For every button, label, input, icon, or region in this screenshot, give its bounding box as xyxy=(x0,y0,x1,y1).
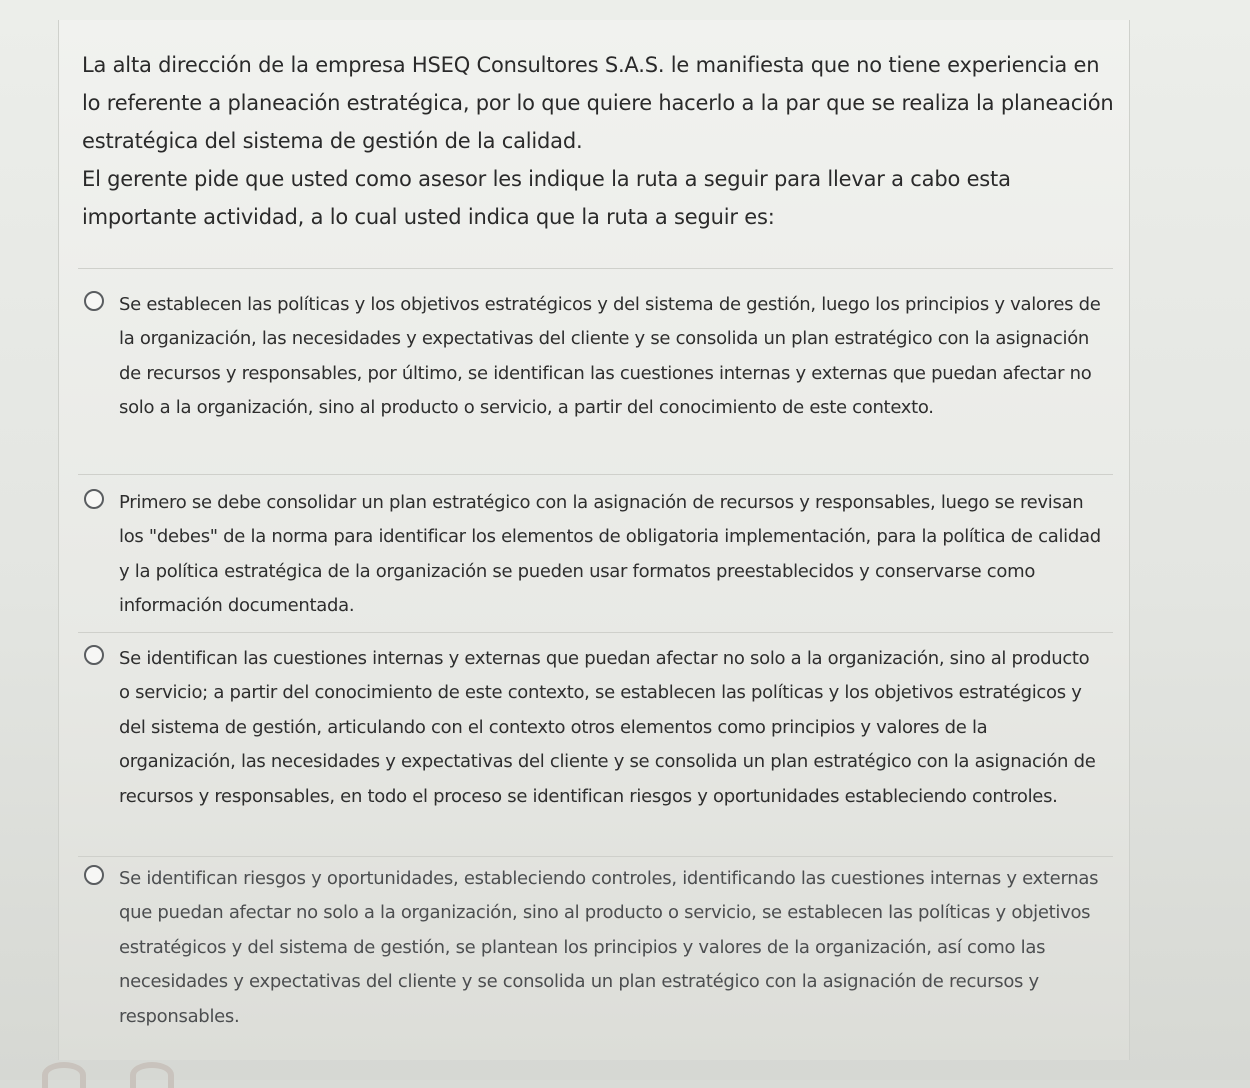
divider xyxy=(78,474,1113,475)
answer-option-4[interactable] xyxy=(84,862,1104,1034)
radio-button[interactable] xyxy=(84,489,104,509)
radio-button[interactable] xyxy=(84,291,104,311)
answer-option-text: Primero se debe consolidar un plan estratégico con la asignación de recursos y responsables, luego se revisan los "debes" de la norma para identificar los elementos de obligatoria implementación, para la política de calidad y la política estratégica de la organización se pueden usar formatos preestablecidos y conservarse como información documentada. xyxy=(119,492,1101,617)
answer-option-text: Se identifican las cuestiones internas y externas que puedan afectar no solo a la organización, sino al producto o servicio; a partir del conocimiento de este contexto, se establecen las políticas y los objetivos estratégicos y del sistema de gestión, articulando con el contexto otros elementos como principios y valores de la organización, las necesidades y expectativas del cliente y se consolida un plan estratégico con la asignación de recursos y responsables, en todo el proceso se identifican riesgos y oportunidades estableciendo controles. xyxy=(119,648,1096,807)
question-text xyxy=(82,46,1122,236)
divider xyxy=(78,856,1113,857)
radio-button[interactable] xyxy=(84,645,104,665)
answer-option-2[interactable] xyxy=(84,486,1104,624)
answer-option-text: Se identifican riesgos y oportunidades, estableciendo controles, identificando las cuestiones internas y externas que puedan afectar no solo a la organización, sino al producto o servicio, se establecen las políticas y objetivos estratégicos y del sistema de gestión, se plantean los principios y valores de la organización, así como las necesidades y expectativas del cliente y se consolida un plan estratégico con la asignación de recursos y responsables. xyxy=(119,868,1099,1027)
question-paragraph-1: La alta dirección de la empresa HSEQ Consultores S.A.S. le manifiesta que no tiene experiencia en lo referente a planeación estratégica, por lo que quiere hacerlo a la par que se realiza la planeación estratégica del sistema de gestión de la calidad. xyxy=(82,53,1114,153)
answer-option-1[interactable] xyxy=(84,288,1104,426)
divider xyxy=(78,268,1113,269)
radio-button[interactable] xyxy=(84,865,104,885)
question-paragraph-2: El gerente pide que usted como asesor les indique la ruta a seguir para llevar a cabo esta importante actividad, a lo cual usted indica que la ruta a seguir es: xyxy=(82,167,1011,229)
answer-option-text: Se establecen las políticas y los objetivos estratégicos y del sistema de gestión, luego los principios y valores de la organización, las necesidades y expectativas del cliente y se consolida un plan estratégico con la asignación de recursos y responsables, por último, se identifican las cuestiones internas y externas que puedan afectar no solo a la organización, sino al producto o servicio, a partir del conocimiento de este contexto. xyxy=(119,294,1101,419)
partial-circle-icon xyxy=(130,1062,174,1088)
partial-circle-icon xyxy=(42,1062,86,1088)
divider xyxy=(78,632,1113,633)
answer-option-3[interactable] xyxy=(84,642,1104,814)
